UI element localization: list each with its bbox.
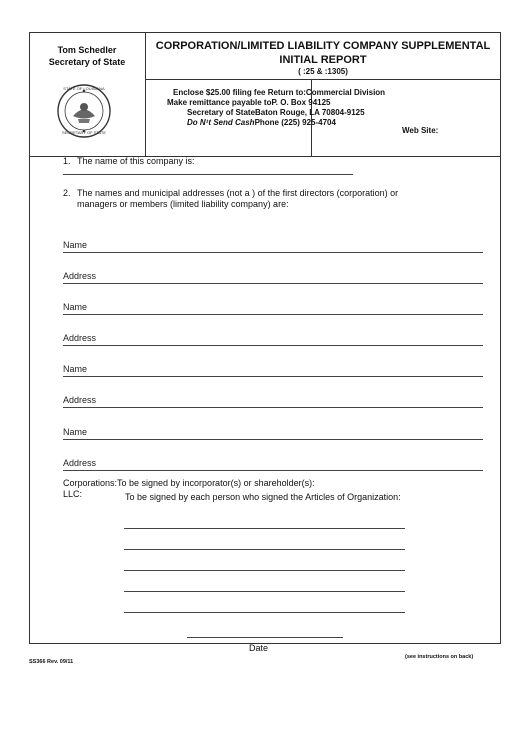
question-2-line1: The names and municipal addresses (not a ) of the first directors (corporation) or <box>77 188 399 198</box>
llc-label: LLC: <box>63 489 83 499</box>
director-2-address-line[interactable] <box>63 345 483 346</box>
signature-line-4[interactable] <box>124 591 405 592</box>
director-4-address-line[interactable] <box>63 470 483 471</box>
question-1-number: 1. <box>63 156 71 166</box>
cash-phone-line <box>187 118 336 127</box>
form-number: SS366 Rev. 09/11 <box>29 659 74 665</box>
director-4-name-line[interactable] <box>63 439 483 440</box>
signature-line-2[interactable] <box>124 549 405 550</box>
director-4-address-label: Address <box>63 458 97 468</box>
cash-warning: Do N¹t Send Cash <box>187 118 255 127</box>
form-title-line2: INITIAL REPORT <box>279 54 367 66</box>
official-name: Tom Schedler <box>57 45 117 55</box>
llc-instruction: To be signed by each person who signed the Articles of Organization: <box>125 492 401 502</box>
seal-text-top: STATE OF LOUISIANA <box>63 86 105 91</box>
signature-line-1[interactable] <box>124 528 405 529</box>
director-3-name-line[interactable] <box>63 376 483 377</box>
director-2-address-label: Address <box>63 333 97 343</box>
website-label: Web Site: <box>402 126 439 135</box>
statute-reference: ( :25 & :1305) <box>298 67 348 76</box>
official-title: Secretary of State <box>48 57 126 67</box>
director-2-name-label: Name <box>63 302 88 312</box>
fee-line: Enclose $25.00 filing fee Return to:Commercial Division <box>173 88 386 97</box>
director-3-address-line[interactable] <box>63 407 483 408</box>
director-1-address-label: Address <box>63 271 97 281</box>
question-1-text: The name of this company is: <box>77 156 195 166</box>
address-line: Secretary of StateBaton Rouge, LA 70804-9125 <box>187 108 365 117</box>
seal-text-bottom: SECRETARY OF STATE <box>61 130 107 135</box>
corporations-label: Corporations: <box>63 478 118 488</box>
phone-number: Phone (225) 925-4704 <box>254 118 336 127</box>
director-2-name-line[interactable] <box>63 314 483 315</box>
director-1-name-line[interactable] <box>63 252 483 253</box>
instructions-note: (see instructions on back) <box>405 654 474 660</box>
signature-line-3[interactable] <box>124 570 405 571</box>
question-2-number: 2. <box>63 188 71 198</box>
director-3-address-label: Address <box>63 395 97 405</box>
signature-line-5[interactable] <box>124 612 405 613</box>
form-title-line1: CORPORATION/LIMITED LIABILITY COMPANY SUPPLEMENTAL <box>155 40 491 52</box>
director-4-name-label: Name <box>63 427 88 437</box>
company-name-line[interactable] <box>63 174 353 175</box>
director-3-name-label: Name <box>63 364 88 374</box>
date-label: Date <box>249 643 269 653</box>
question-2-line2: managers or members (limited liability company) are: <box>77 199 289 209</box>
corporations-instruction: To be signed by incorporator(s) or shareholder(s): <box>117 478 315 488</box>
remit-line: Make remittance payable toP. O. Box 94125 <box>167 98 331 107</box>
director-1-address-line[interactable] <box>63 283 483 284</box>
header-divider-title <box>145 79 501 80</box>
director-1-name-label: Name <box>63 240 88 250</box>
date-line[interactable] <box>187 637 343 638</box>
